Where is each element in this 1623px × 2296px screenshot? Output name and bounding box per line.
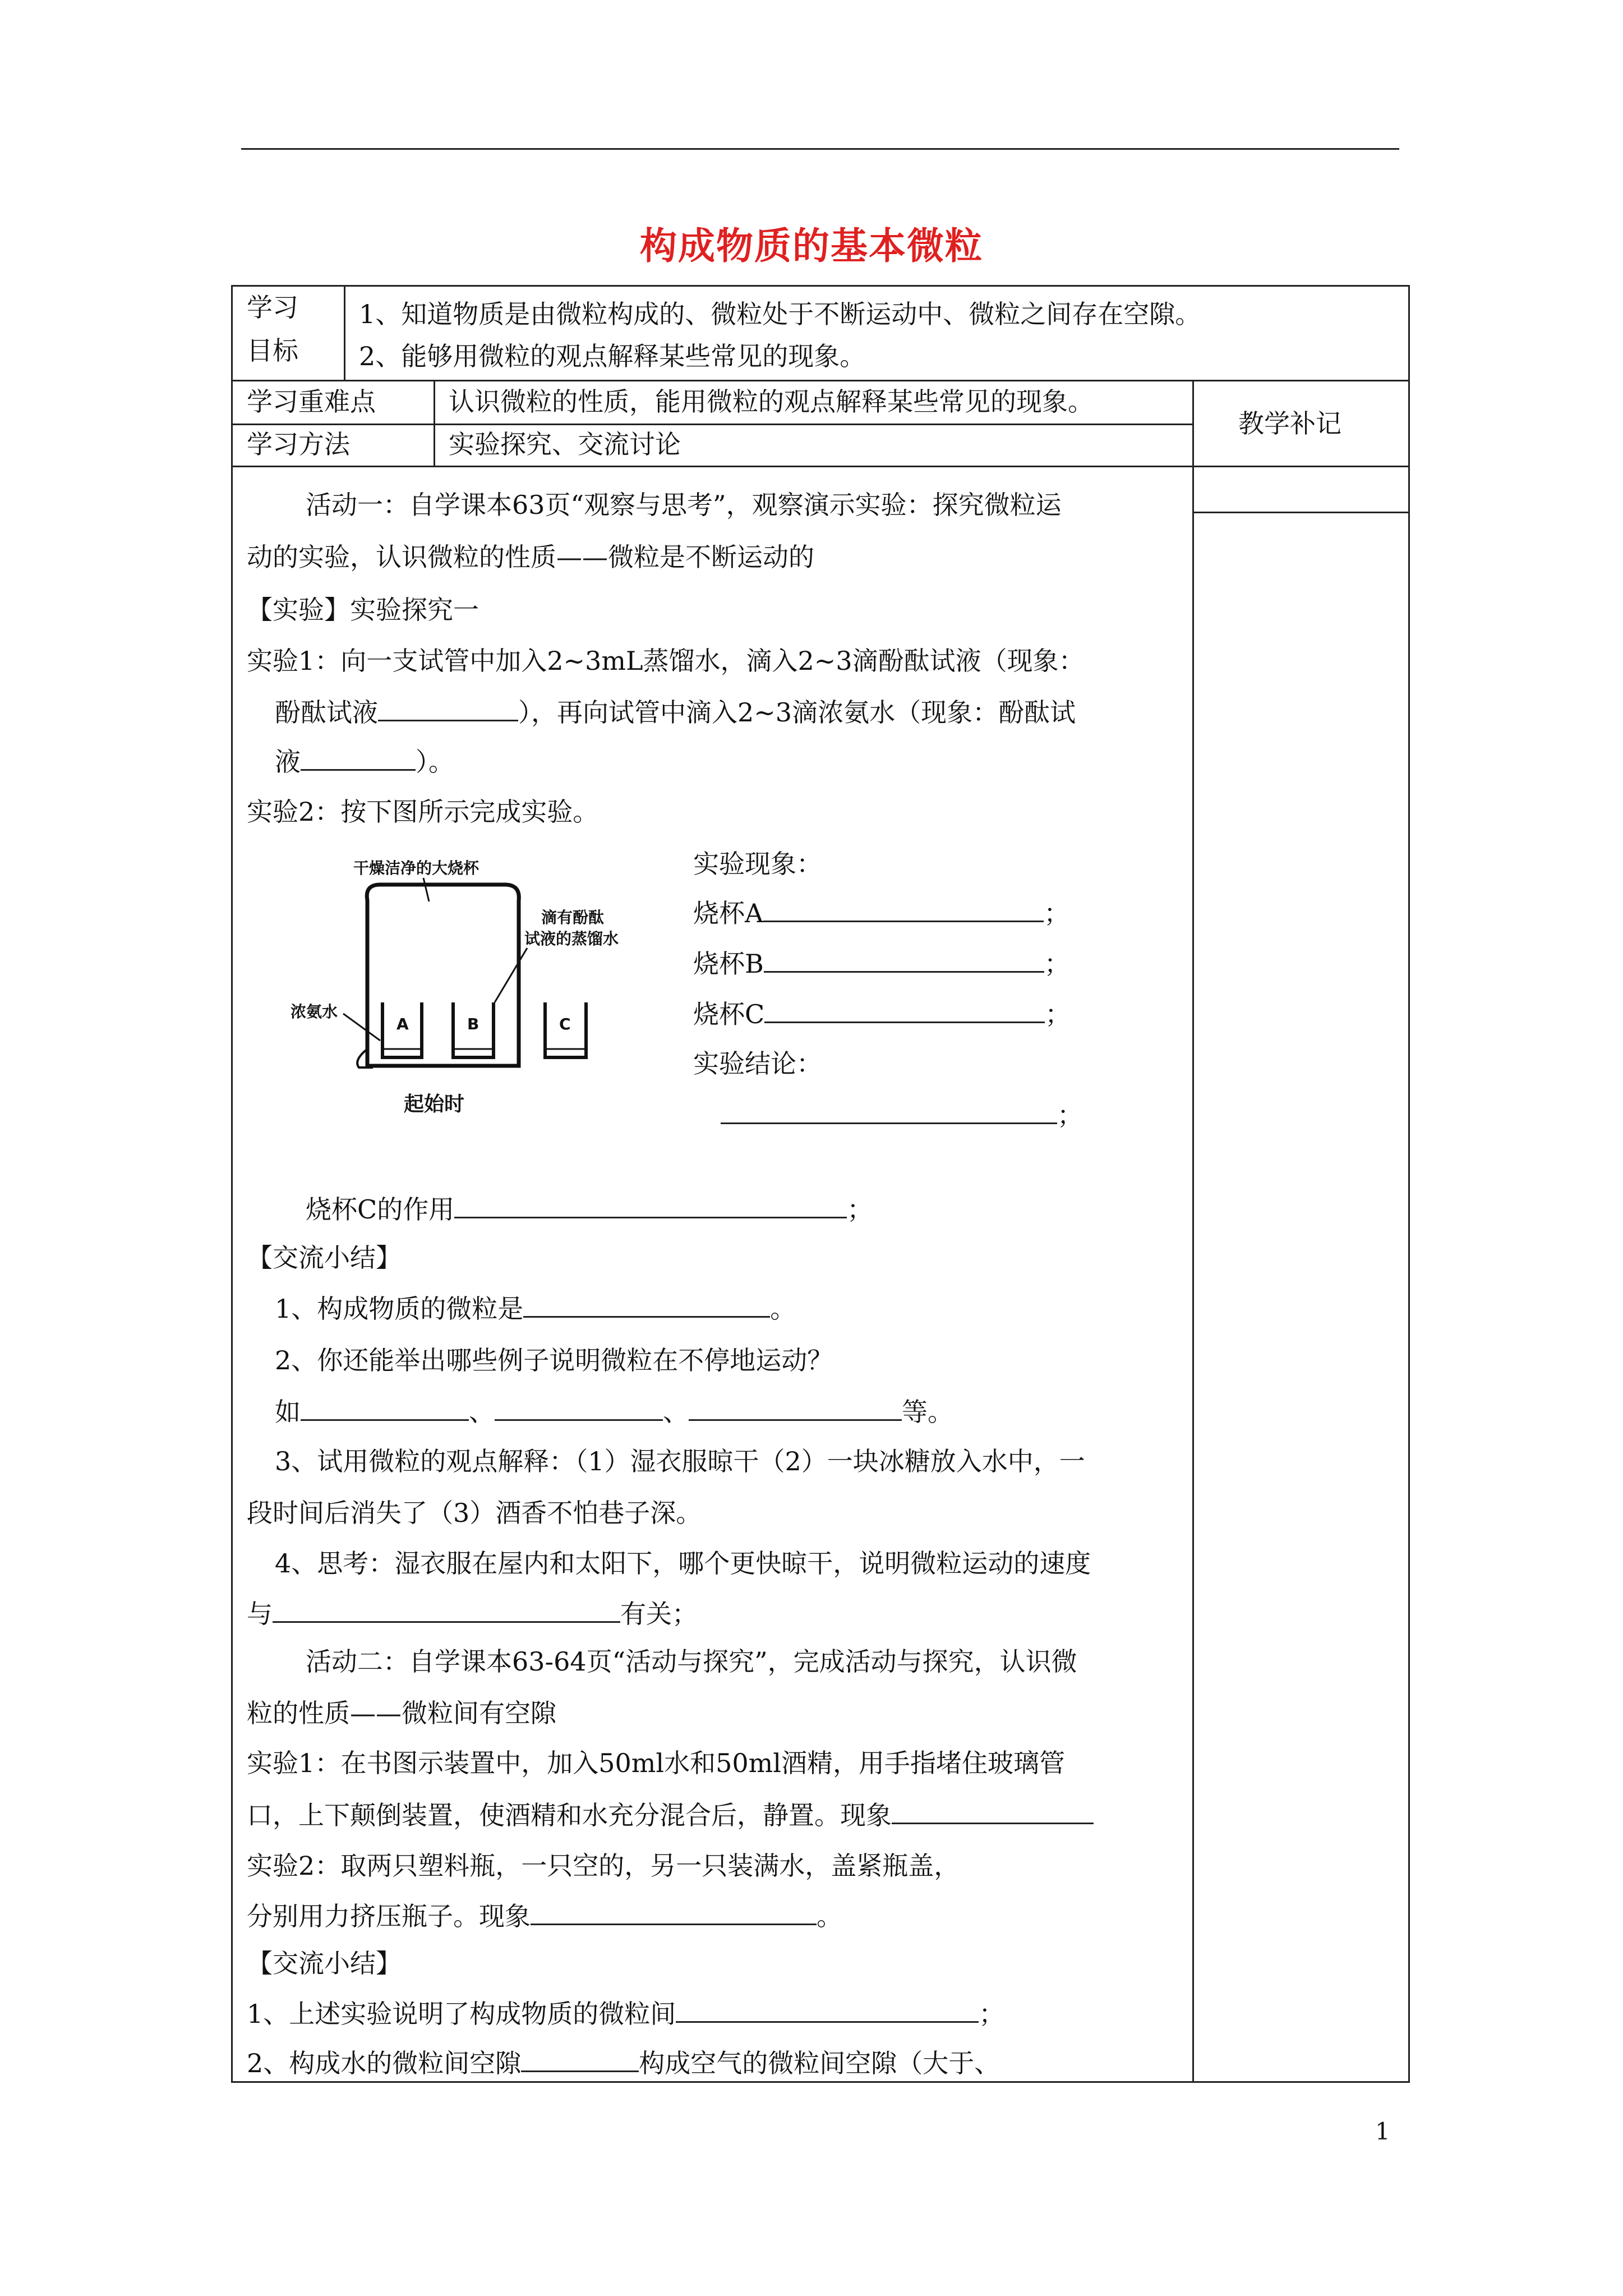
large-beaker-outline <box>367 885 519 1066</box>
experiment1-line-1: 实验1：向一支试管中加入2~3mL蒸馏水，滴入2~3滴酚酞试液（现象： <box>247 646 1085 676</box>
experiment-heading: 【实验】实验探究一 <box>247 595 479 625</box>
answer-blank[interactable] <box>454 1194 847 1218</box>
answer-blank[interactable] <box>523 1294 770 1318</box>
answer-blank[interactable] <box>676 1999 979 2023</box>
activity2-exp1-line-1: 实验1：在书图示装置中，加入50ml水和50ml酒精，用手指堵住玻璃管 <box>247 1748 1065 1778</box>
experiment2-line: 实验2：按下图所示完成实验。 <box>247 797 599 827</box>
answer-blank[interactable] <box>764 949 1044 973</box>
method-label: 学习方法 <box>247 429 350 459</box>
beaker-c-role: 烧杯C的作用 ； <box>306 1194 873 1225</box>
answer-blank[interactable] <box>689 1397 902 1421</box>
observation-title: 实验现象： <box>693 849 822 879</box>
page-title: 构成物质的基本微粒 <box>640 224 983 268</box>
answer-blank[interactable] <box>378 697 518 721</box>
figure-right-label: 滴有酚酞 <box>541 908 605 927</box>
row-divider-goal <box>231 380 1410 381</box>
figure-right-label: 试液的蒸馏水 <box>524 930 619 948</box>
summary1-q3-line-1: 3、试用微粒的观点解释：（1）湿衣服晾干（2）一块冰糖放入水中，一 <box>275 1446 1085 1476</box>
beaker-b-label: B <box>467 1015 479 1033</box>
answer-blank[interactable] <box>763 898 1044 922</box>
goal-label-divider <box>344 285 345 380</box>
method-text: 实验探究、交流讨论 <box>449 429 681 459</box>
label-pointer <box>495 948 527 1002</box>
figure-caption: 起始时 <box>404 1093 465 1116</box>
beaker-b-observation: 烧杯B ； <box>693 949 1070 979</box>
experiment1-line-3: 液 ）。 <box>275 747 454 777</box>
summary2-q1: 1、上述实验说明了构成物质的微粒间 ； <box>247 1999 1005 2029</box>
figure-left-label: 浓氨水 <box>291 1002 338 1021</box>
answer-blank[interactable] <box>892 1800 1094 1824</box>
conclusion-line: ； <box>721 1098 1083 1132</box>
answer-blank[interactable] <box>273 1599 620 1623</box>
goal-label: 学习 <box>247 292 298 323</box>
summary1-q4-line-1: 4、思考：湿衣服在屋内和太阳下，哪个更快晾干，说明微粒运动的速度 <box>275 1548 1091 1579</box>
activity2-exp1-line-2: 口，上下颠倒装置，使酒精和水充分混合后，静置。现象 <box>247 1798 1094 1832</box>
page-number: 1 <box>1375 2118 1390 2145</box>
notes-label: 教学补记 <box>1238 408 1341 439</box>
goal-label: 目标 <box>247 335 298 366</box>
notes-divider <box>1192 512 1410 513</box>
answer-blank[interactable] <box>764 999 1045 1023</box>
notes-column-divider <box>1192 380 1194 2083</box>
answer-blank[interactable] <box>301 747 416 771</box>
activity2-exp2-line-1: 实验2：取两只塑料瓶，一只空的，另一只装满水，盖紧瓶盖， <box>247 1851 960 1881</box>
label-pointer <box>423 878 429 901</box>
activity2-intro-2: 粒的性质——微粒间有空隙 <box>247 1698 556 1728</box>
key-text: 认识微粒的性质，能用微粒的观点解释某些常见的现象。 <box>449 386 1094 417</box>
activity1-intro-1: 活动一：自学课本63页“观察与思考”，观察演示实验：探究微粒运 <box>306 490 1062 520</box>
summary1-heading: 【交流小结】 <box>247 1243 402 1273</box>
goal-line-2: 2、能够用微粒的观点解释某些常见的现象。 <box>359 341 866 371</box>
activity2-intro-1: 活动二：自学课本63-64页“活动与探究”，完成活动与探究，认识微 <box>306 1646 1077 1677</box>
header-rule <box>241 148 1399 150</box>
label-pointer <box>343 1014 380 1041</box>
summary1-q2: 2、你还能举出哪些例子说明微粒在不停地运动？ <box>275 1345 833 1375</box>
row-divider-method <box>231 466 1410 467</box>
beaker-c-label: C <box>559 1015 571 1033</box>
beaker-experiment-figure <box>280 855 673 1119</box>
summary2-heading: 【交流小结】 <box>247 1948 402 1978</box>
answer-blank[interactable] <box>721 1100 1057 1124</box>
summary2-q2: 2、构成水的微粒间空隙 构成空气的微粒间空隙（大于、 <box>247 2048 1000 2078</box>
summary1-q4-line-2: 与 有关； <box>247 1599 698 1629</box>
answer-blank[interactable] <box>521 2048 639 2072</box>
goal-line-1: 1、知道物质是由微粒构成的、微粒处于不断运动中、微粒之间存在空隙。 <box>359 299 1201 329</box>
activity2-exp2-line-2: 分别用力挤压瓶子。现象 。 <box>247 1901 842 1931</box>
experiment1-line-2: 酚酞试液 ），再向试管中滴入2~3滴浓氨水（现象：酚酞试 <box>275 697 1076 728</box>
beaker-c-observation: 烧杯C ； <box>693 999 1071 1029</box>
figure-top-label: 干燥洁净的大烧杯 <box>353 859 479 877</box>
summary1-q3-line-2: 段时间后消失了（3）酒香不怕巷子深。 <box>247 1498 702 1528</box>
beaker-a-label: A <box>396 1015 409 1033</box>
summary1-q2-examples: 如 、 、 等。 <box>275 1397 953 1427</box>
activity1-intro-2: 动的实验，认识微粒的性质——微粒是不断运动的 <box>247 542 814 572</box>
conclusion-title: 实验结论： <box>693 1048 822 1079</box>
answer-blank[interactable] <box>531 1901 817 1925</box>
row-divider-key <box>231 424 1193 425</box>
key-label: 学习重难点 <box>247 386 376 417</box>
summary1-q1: 1、构成物质的微粒是 。 <box>275 1294 796 1324</box>
answer-blank[interactable] <box>495 1397 663 1421</box>
answer-blank[interactable] <box>301 1397 469 1421</box>
beaker-a-observation: 烧杯A ； <box>693 898 1070 928</box>
